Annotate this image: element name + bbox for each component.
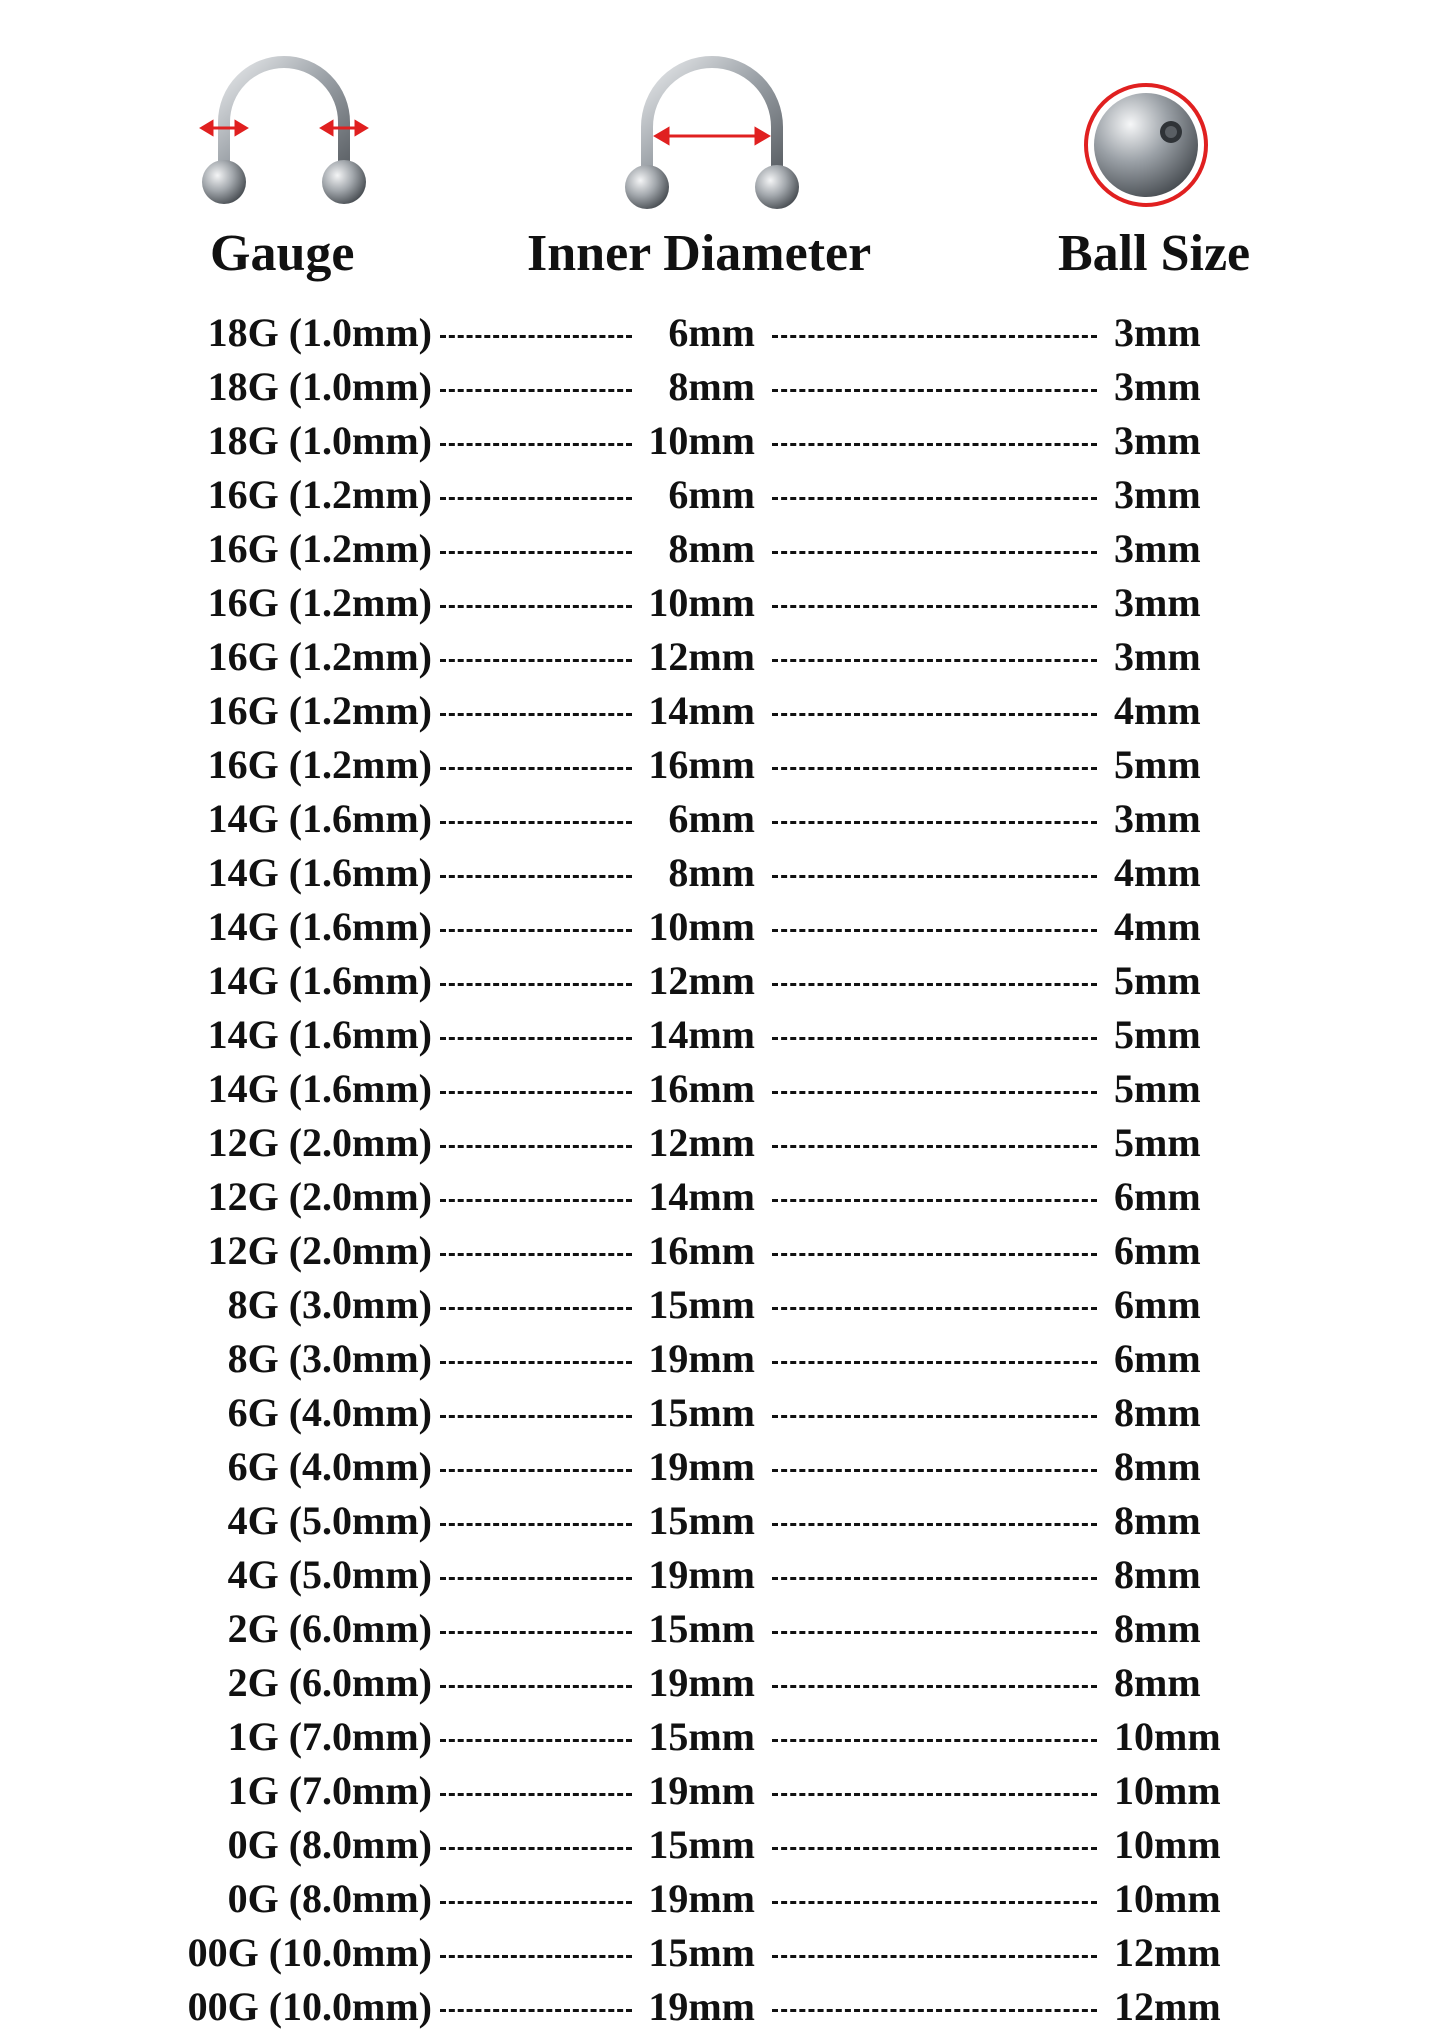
dash-leader (440, 389, 632, 392)
ball-size-cell: 10mm (1114, 1876, 1221, 1921)
gauge-cell: 16G (1.2mm) (207, 526, 432, 571)
table-row (0, 1548, 1445, 1602)
dash-leader (440, 821, 632, 824)
dash-leader (772, 767, 1097, 770)
inner-diameter-cell: 8mm (668, 850, 755, 895)
dash-leader (772, 1145, 1097, 1148)
inner-diameter-cell: 16mm (648, 742, 755, 787)
gauge-cell: 00G (10.0mm) (187, 1930, 432, 1975)
inner-diameter-cell: 8mm (668, 526, 755, 571)
ball-size-cell: 3mm (1114, 310, 1201, 355)
inner-diameter-cell: 15mm (648, 1714, 755, 1759)
table-row (0, 738, 1445, 792)
dash-leader (440, 1307, 632, 1310)
inner-diameter-cell: 15mm (648, 1498, 755, 1543)
size-table (0, 306, 1445, 2034)
dash-leader (440, 1901, 632, 1904)
table-row (0, 1764, 1445, 1818)
ball-size-cell: 10mm (1114, 1714, 1221, 1759)
dash-leader (772, 497, 1097, 500)
inner-diameter-cell: 15mm (648, 1606, 755, 1651)
inner-diameter-cell: 19mm (648, 1984, 755, 2029)
gauge-cell: 16G (1.2mm) (207, 580, 432, 625)
inner-diameter-cell: 12mm (648, 1120, 755, 1165)
ball-size-cell: 3mm (1114, 526, 1201, 571)
table-row (0, 900, 1445, 954)
horseshoe-ring-diameter-icon (612, 52, 812, 232)
gauge-cell: 12G (2.0mm) (207, 1174, 432, 1219)
table-row (0, 576, 1445, 630)
gauge-cell: 14G (1.6mm) (207, 850, 432, 895)
ball-size-cell: 3mm (1114, 364, 1201, 409)
dash-leader (440, 713, 632, 716)
dash-leader (440, 767, 632, 770)
gauge-cell: 14G (1.6mm) (207, 796, 432, 841)
ball-size-cell: 8mm (1114, 1498, 1201, 1543)
dash-leader (772, 1955, 1097, 1958)
table-row (0, 468, 1445, 522)
inner-diameter-cell: 16mm (648, 1066, 755, 1111)
gauge-cell: 18G (1.0mm) (207, 310, 432, 355)
inner-diameter-cell: 15mm (648, 1390, 755, 1435)
table-row (0, 1440, 1445, 1494)
dash-leader (772, 335, 1097, 338)
dash-leader (440, 1199, 632, 1202)
gauge-cell: 8G (3.0mm) (227, 1336, 432, 1381)
dash-leader (440, 1415, 632, 1418)
dash-leader (772, 1631, 1097, 1634)
ball-size-cell: 12mm (1114, 1984, 1221, 2029)
gauge-cell: 2G (6.0mm) (227, 1606, 432, 1651)
dash-leader (440, 929, 632, 932)
gauge-cell: 16G (1.2mm) (207, 634, 432, 679)
inner-diameter-cell: 14mm (648, 1174, 755, 1219)
ball-size-cell: 6mm (1114, 1282, 1201, 1327)
gauge-cell: 18G (1.0mm) (207, 364, 432, 409)
dash-leader (772, 1253, 1097, 1256)
table-row (0, 846, 1445, 900)
dash-leader (440, 605, 632, 608)
gauge-cell: 0G (8.0mm) (227, 1876, 432, 1921)
gauge-cell: 16G (1.2mm) (207, 742, 432, 787)
inner-diameter-header: Inner Diameter (527, 225, 872, 282)
ball-size-cell: 5mm (1114, 958, 1201, 1003)
ball-size-header: Ball Size (1058, 225, 1251, 282)
table-row (0, 1278, 1445, 1332)
dash-leader (772, 1091, 1097, 1094)
table-row (0, 1926, 1445, 1980)
table-row (0, 1656, 1445, 1710)
table-row (0, 1494, 1445, 1548)
inner-diameter-cell: 12mm (648, 634, 755, 679)
inner-diameter-cell: 12mm (648, 958, 755, 1003)
dash-leader (772, 1469, 1097, 1472)
dash-leader (440, 551, 632, 554)
ball-size-cell: 3mm (1114, 472, 1201, 517)
gauge-cell: 1G (7.0mm) (227, 1714, 432, 1759)
ball-size-cell: 8mm (1114, 1444, 1201, 1489)
table-row (0, 1116, 1445, 1170)
gauge-cell: 6G (4.0mm) (227, 1444, 432, 1489)
inner-diameter-cell: 14mm (648, 688, 755, 733)
gauge-cell: 8G (3.0mm) (227, 1282, 432, 1327)
table-row (0, 1872, 1445, 1926)
table-row (0, 1008, 1445, 1062)
ball-size-cell: 3mm (1114, 580, 1201, 625)
dash-leader (772, 1361, 1097, 1364)
dash-leader (440, 497, 632, 500)
inner-diameter-cell: 10mm (648, 418, 755, 463)
dash-leader (772, 875, 1097, 878)
dash-leader (440, 875, 632, 878)
inner-diameter-cell: 6mm (668, 310, 755, 355)
ball-size-cell: 10mm (1114, 1768, 1221, 1813)
gauge-cell: 1G (7.0mm) (227, 1768, 432, 1813)
dash-leader (440, 1685, 632, 1688)
ball-size-cell: 8mm (1114, 1390, 1201, 1435)
inner-diameter-cell: 19mm (648, 1768, 755, 1813)
inner-diameter-cell: 19mm (648, 1660, 755, 1705)
table-row (0, 522, 1445, 576)
dash-leader (440, 1739, 632, 1742)
gauge-cell: 12G (2.0mm) (207, 1120, 432, 1165)
dash-leader (440, 1793, 632, 1796)
dash-leader (772, 1739, 1097, 1742)
gauge-cell: 14G (1.6mm) (207, 1012, 432, 1057)
horseshoe-ring-gauge-icon (184, 52, 384, 232)
ball-size-cell: 8mm (1114, 1552, 1201, 1597)
gauge-cell: 14G (1.6mm) (207, 904, 432, 949)
table-row (0, 360, 1445, 414)
table-row (0, 1980, 1445, 2034)
inner-diameter-cell: 14mm (648, 1012, 755, 1057)
ball-size-cell: 8mm (1114, 1660, 1201, 1705)
dash-leader (772, 1793, 1097, 1796)
ball-icon (1066, 52, 1226, 232)
table-row (0, 1332, 1445, 1386)
gauge-cell: 4G (5.0mm) (227, 1498, 432, 1543)
inner-diameter-cell: 16mm (648, 1228, 755, 1273)
table-row (0, 1386, 1445, 1440)
dash-leader (440, 2009, 632, 2012)
ball-size-cell: 8mm (1114, 1606, 1201, 1651)
dash-leader (440, 443, 632, 446)
dash-leader (440, 335, 632, 338)
dash-leader (772, 659, 1097, 662)
table-row (0, 414, 1445, 468)
dash-leader (772, 1685, 1097, 1688)
dash-leader (772, 983, 1097, 986)
gauge-cell: 4G (5.0mm) (227, 1552, 432, 1597)
gauge-cell: 12G (2.0mm) (207, 1228, 432, 1273)
ball-size-cell: 4mm (1114, 904, 1201, 949)
table-row (0, 792, 1445, 846)
gauge-cell: 0G (8.0mm) (227, 1822, 432, 1867)
inner-diameter-cell: 8mm (668, 364, 755, 409)
inner-diameter-cell: 19mm (648, 1336, 755, 1381)
dash-leader (772, 1199, 1097, 1202)
ball-size-cell: 10mm (1114, 1822, 1221, 1867)
dash-leader (440, 1631, 632, 1634)
table-row (0, 1710, 1445, 1764)
dash-leader (772, 1037, 1097, 1040)
dash-leader (440, 1955, 632, 1958)
table-row (0, 1170, 1445, 1224)
gauge-cell: 18G (1.0mm) (207, 418, 432, 463)
dash-leader (772, 443, 1097, 446)
dash-leader (440, 1577, 632, 1580)
ball-size-cell: 5mm (1114, 1012, 1201, 1057)
dash-leader (772, 1307, 1097, 1310)
inner-diameter-cell: 15mm (648, 1282, 755, 1327)
table-row (0, 306, 1445, 360)
dash-leader (772, 713, 1097, 716)
table-row (0, 1062, 1445, 1116)
ball-size-cell: 4mm (1114, 688, 1201, 733)
gauge-cell: 00G (10.0mm) (187, 1984, 432, 2029)
dash-leader (440, 1091, 632, 1094)
ball-size-cell: 4mm (1114, 850, 1201, 895)
dash-leader (772, 605, 1097, 608)
table-row (0, 954, 1445, 1008)
dash-leader (772, 929, 1097, 932)
dash-leader (440, 1037, 632, 1040)
dash-leader (772, 1523, 1097, 1526)
inner-diameter-cell: 15mm (648, 1930, 755, 1975)
gauge-cell: 16G (1.2mm) (207, 472, 432, 517)
inner-diameter-cell: 10mm (648, 904, 755, 949)
ball-size-cell: 5mm (1114, 1120, 1201, 1165)
table-row (0, 1818, 1445, 1872)
inner-diameter-cell: 19mm (648, 1444, 755, 1489)
dash-leader (772, 1577, 1097, 1580)
ball-size-cell: 3mm (1114, 796, 1201, 841)
dash-leader (440, 1145, 632, 1148)
table-row (0, 1224, 1445, 1278)
gauge-header: Gauge (210, 225, 355, 282)
gauge-cell: 16G (1.2mm) (207, 688, 432, 733)
dash-leader (772, 389, 1097, 392)
ball-size-cell: 5mm (1114, 742, 1201, 787)
inner-diameter-cell: 15mm (648, 1822, 755, 1867)
gauge-cell: 6G (4.0mm) (227, 1390, 432, 1435)
ball-size-cell: 12mm (1114, 1930, 1221, 1975)
inner-diameter-cell: 6mm (668, 472, 755, 517)
gauge-cell: 14G (1.6mm) (207, 1066, 432, 1111)
inner-diameter-cell: 6mm (668, 796, 755, 841)
dash-leader (440, 1469, 632, 1472)
ball-size-cell: 5mm (1114, 1066, 1201, 1111)
inner-diameter-cell: 19mm (648, 1552, 755, 1597)
dash-leader (440, 1361, 632, 1364)
table-row (0, 684, 1445, 738)
ball-size-cell: 3mm (1114, 634, 1201, 679)
dash-leader (440, 1523, 632, 1526)
dash-leader (772, 821, 1097, 824)
ball-size-cell: 6mm (1114, 1228, 1201, 1273)
table-row (0, 630, 1445, 684)
ball-size-cell: 3mm (1114, 418, 1201, 463)
inner-diameter-cell: 10mm (648, 580, 755, 625)
dash-leader (440, 659, 632, 662)
inner-diameter-cell: 19mm (648, 1876, 755, 1921)
dash-leader (772, 2009, 1097, 2012)
dash-leader (772, 1901, 1097, 1904)
table-row (0, 1602, 1445, 1656)
gauge-cell: 2G (6.0mm) (227, 1660, 432, 1705)
dash-leader (772, 551, 1097, 554)
dash-leader (440, 1847, 632, 1850)
dash-leader (772, 1415, 1097, 1418)
dash-leader (440, 983, 632, 986)
dash-leader (772, 1847, 1097, 1850)
ball-size-cell: 6mm (1114, 1336, 1201, 1381)
dash-leader (440, 1253, 632, 1256)
gauge-cell: 14G (1.6mm) (207, 958, 432, 1003)
ball-size-cell: 6mm (1114, 1174, 1201, 1219)
